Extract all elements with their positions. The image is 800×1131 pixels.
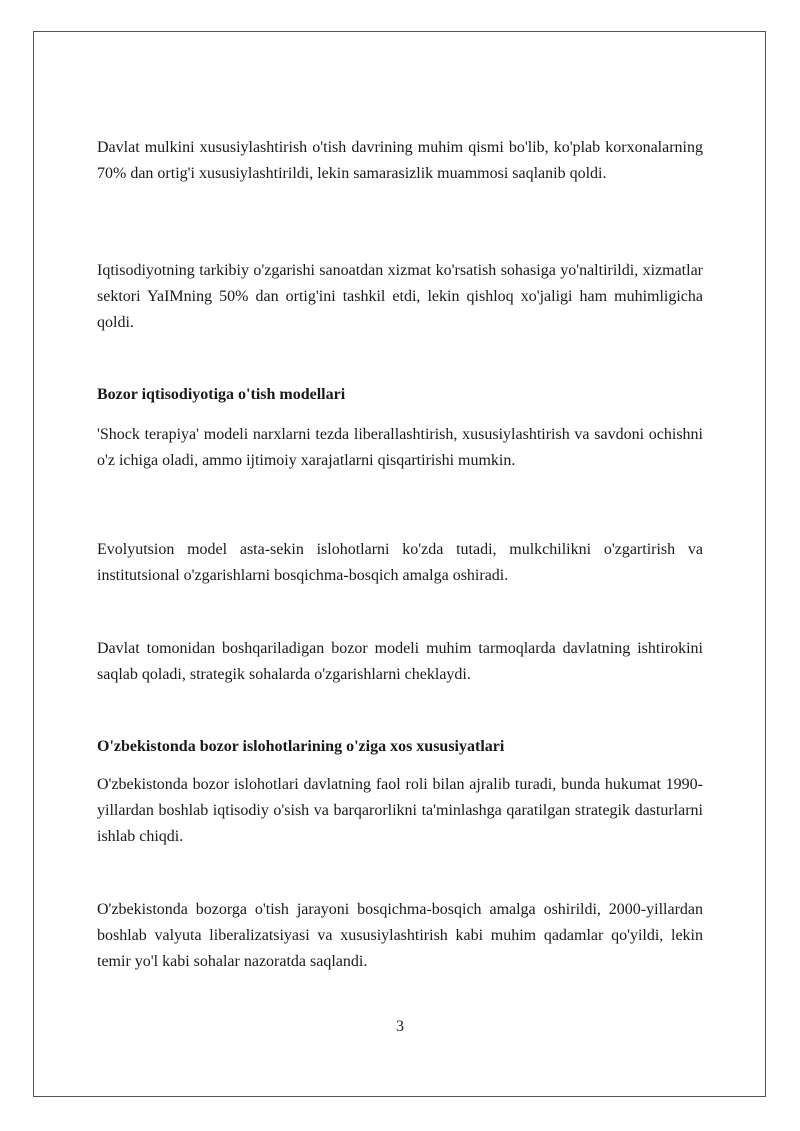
paragraph-evolutionary-model: Evolyutsion model asta-sekin islohotlarni ko'zda tutadi, mulkchilikni o'zgartirish va institutsional o'zgarishlarni bosqichma-bosqich amalga oshiradi. (97, 541, 703, 584)
paragraph-shock-therapy: 'Shock terapiya' modeli narxlarni tezda liberallashtirish, xususiylashtirish va savdoni ochishni o'z ichiga oladi, ammo ijtimoiy xarajatlarni qisqartirishi mumkin. (97, 426, 703, 469)
paragraph-uzbekistan-state-role: O'zbekistonda bozor islohotlari davlatning faol roli bilan ajralib turadi, bunda hukumat 1990-yillardan boshlab iqtisodiy o'sish va barqarorlikni ta'minlashga qaratilgan strategik dasturlarni ishlab chiqdi. (97, 776, 703, 845)
paragraph-structural-change: Iqtisodiyotning tarkibiy o'zgarishi sanoatdan xizmat ko'rsatish sohasiga yo'naltirildi, xizmatlar sektori YaIMning 50% dan ortig'ini tashkil etdi, lekin qishloq xo'jaligi ham muhimligicha qoldi. (97, 262, 703, 331)
paragraph-state-managed-model: Davlat tomonidan boshqariladigan bozor modeli muhim tarmoqlarda davlatning ishtirokini saqlab qoladi, strategik sohalarda o'zgarishlarni cheklaydi. (97, 640, 703, 683)
paragraph-uzbekistan-gradual-transition: O'zbekistonda bozorga o'tish jarayoni bosqichma-bosqich amalga oshirildi, 2000-yillardan boshlab valyuta liberalizatsiyasi va xususiylashtirish kabi muhim qadamlar qo'yildi, lekin temir yo'l kabi sohalar nazoratda saqlandi. (97, 901, 703, 970)
paragraph-privatization: Davlat mulkini xususiylashtirish o'tish davrining muhim qismi bo'lib, ko'plab korxonalarning 70% dan ortig'i xususiylashtirildi, lekin samarasizlik muammosi saqlanib qoldi. (97, 139, 703, 182)
section-heading-transition-models: Bozor iqtisodiyotiga o'tish modellari (97, 386, 346, 403)
section-heading-uzbekistan-features: O'zbekistonda bozor islohotlarining o'ziga xos xususiyatlari (97, 738, 505, 755)
page-number: 3 (396, 1018, 404, 1035)
